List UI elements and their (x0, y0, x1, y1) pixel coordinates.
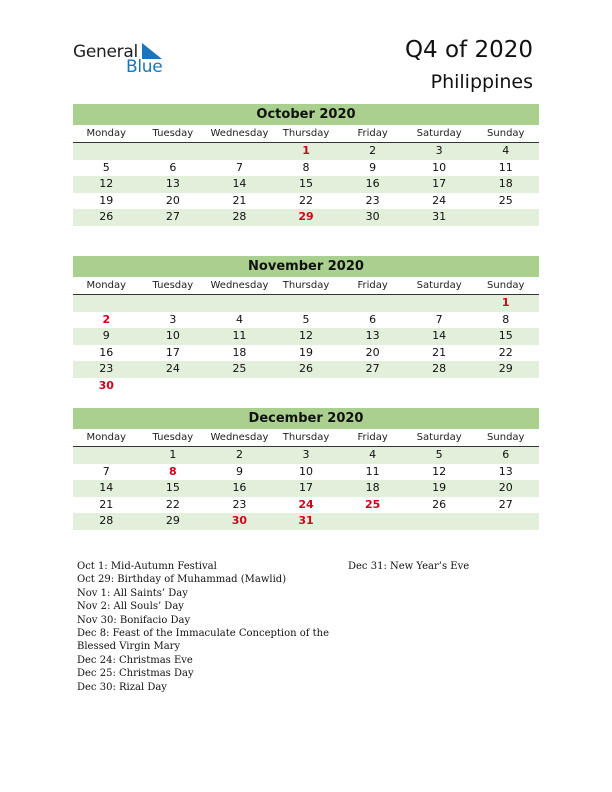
week-row (73, 513, 539, 530)
day-cell: 11 (498, 160, 513, 174)
week-row (73, 143, 539, 160)
day-cell: 24 (165, 362, 180, 375)
day-cell: 5 (302, 312, 310, 326)
day-cell: 25 (498, 193, 513, 207)
weekday-label: Thursday (282, 432, 330, 443)
weekday-label: Friday (357, 280, 388, 291)
holiday-note: Dec 30: Rizal Day (77, 681, 167, 693)
day-cell: 31 (432, 210, 447, 223)
holiday-note: Blessed Virgin Mary (77, 641, 181, 653)
holiday-note: Dec 25: Christmas Day (77, 668, 194, 680)
holiday-notes-right (348, 560, 548, 573)
weekday-label: Thursday (282, 280, 330, 291)
empty-day-cell (206, 143, 273, 160)
day-cell: 25 (232, 362, 247, 375)
empty-day-cell (140, 143, 207, 160)
weekday-label: Saturday (416, 128, 462, 139)
day-cell: 6 (169, 160, 177, 174)
week-row (73, 176, 539, 193)
weekday-label: Monday (86, 128, 127, 139)
weekday-label: Wednesday (210, 280, 269, 291)
day-cell: 6 (369, 312, 377, 326)
day-cell: 31 (298, 514, 314, 527)
day-cell: 5 (102, 160, 110, 174)
holiday-note: Oct 29: Birthday of Muhammad (Mawlid) (77, 574, 287, 586)
day-cell: 26 (299, 362, 314, 375)
day-cell: 14 (432, 329, 447, 342)
logo-general-text: General (73, 42, 138, 62)
day-cell: 23 (99, 362, 114, 375)
weekday-label: Wednesday (210, 128, 269, 139)
day-cell: 17 (165, 345, 180, 359)
empty-day-cell (339, 378, 406, 395)
weekday-label: Friday (357, 128, 388, 139)
month-december (73, 408, 539, 530)
day-cell: 22 (165, 497, 180, 511)
holiday-note: Dec 8: Feast of the Immaculate Conception of the (77, 628, 330, 640)
day-cell: 13 (498, 464, 513, 478)
day-cell: 18 (498, 177, 513, 190)
week-row (73, 480, 539, 497)
day-cell: 14 (232, 177, 247, 190)
weekday-label: Monday (86, 280, 127, 291)
day-cell: 22 (498, 345, 513, 359)
day-cell: 3 (302, 448, 310, 461)
empty-day-cell (73, 447, 140, 464)
holiday-note: Nov 30: Bonifacio Day (77, 614, 191, 626)
page-title: Q4 of 2020 (404, 37, 533, 63)
day-cell: 5 (435, 448, 443, 461)
week-row (73, 378, 539, 395)
weekday-label: Sunday (487, 280, 525, 291)
empty-day-cell (140, 378, 207, 395)
day-cell: 19 (99, 193, 114, 207)
empty-day-cell (472, 209, 539, 226)
day-cell: 4 (369, 448, 377, 461)
day-cell: 16 (99, 345, 114, 359)
empty-day-cell (406, 378, 473, 395)
day-cell: 12 (432, 464, 447, 478)
day-cell: 14 (99, 481, 114, 494)
day-cell: 13 (165, 177, 180, 190)
day-cell: 2 (235, 448, 243, 461)
holiday-note: Dec 24: Christmas Eve (77, 654, 193, 666)
weekday-label: Monday (86, 432, 127, 443)
week-row (73, 193, 539, 210)
country-name: Philippines (430, 71, 533, 93)
day-cell: 6 (502, 448, 510, 461)
logo-blue-text: Blue (126, 57, 163, 77)
day-cell: 17 (432, 177, 447, 190)
empty-day-cell (339, 295, 406, 312)
day-cell: 27 (498, 497, 513, 511)
empty-day-cell (273, 295, 340, 312)
day-cell: 15 (498, 329, 513, 342)
empty-day-cell (73, 295, 140, 312)
month-title: November 2020 (73, 256, 539, 277)
day-cell: 30 (98, 378, 114, 392)
day-cell: 1 (302, 144, 310, 157)
day-cell: 28 (432, 362, 447, 375)
day-cell: 12 (99, 177, 114, 190)
day-cell: 15 (299, 177, 314, 190)
day-cell: 28 (99, 514, 114, 527)
day-cell: 27 (365, 362, 380, 375)
day-cell: 19 (299, 345, 314, 359)
weekday-label: Sunday (487, 432, 525, 443)
day-cell: 20 (165, 193, 180, 207)
empty-day-cell (73, 143, 140, 160)
day-cell: 2 (369, 144, 377, 157)
day-cell: 7 (235, 160, 243, 174)
day-cell: 25 (364, 497, 381, 511)
weekday-label: Saturday (416, 280, 462, 291)
day-cell: 23 (232, 497, 247, 511)
month-title: October 2020 (73, 104, 539, 125)
empty-day-cell (406, 295, 473, 312)
day-cell: 3 (169, 312, 177, 326)
holiday-note: Nov 2: All Souls’ Day (77, 601, 184, 613)
day-cell: 7 (102, 464, 110, 478)
day-cell: 2 (102, 312, 111, 326)
week-row (73, 328, 539, 345)
day-cell: 18 (232, 345, 247, 359)
day-cell: 10 (165, 329, 180, 342)
week-row (73, 160, 539, 177)
day-cell: 24 (432, 193, 447, 207)
month-november (73, 256, 539, 394)
day-cell: 11 (365, 464, 380, 478)
day-cell: 10 (432, 160, 447, 174)
day-cell: 15 (165, 481, 180, 494)
week-row (73, 295, 539, 312)
week-row (73, 345, 539, 362)
day-cell: 11 (232, 329, 247, 342)
day-cell: 29 (298, 210, 314, 223)
weekday-label: Thursday (282, 128, 330, 139)
holiday-note: Dec 31: New Year’s Eve (348, 561, 470, 572)
empty-day-cell (206, 378, 273, 395)
week-row (73, 312, 539, 329)
holiday-notes-left (77, 560, 337, 694)
day-cell: 27 (165, 210, 180, 223)
weekday-label: Saturday (416, 432, 462, 443)
general-blue-logo (73, 42, 173, 76)
weekday-label: Friday (357, 432, 388, 443)
day-cell: 19 (432, 481, 447, 494)
day-cell: 21 (99, 497, 114, 511)
week-row (73, 361, 539, 378)
day-cell: 21 (232, 193, 247, 207)
day-cell: 24 (298, 497, 314, 511)
empty-day-cell (472, 378, 539, 395)
weekday-label: Tuesday (152, 280, 194, 291)
weekday-header-row (73, 125, 539, 143)
empty-day-cell (406, 513, 473, 530)
week-row (73, 209, 539, 226)
day-cell: 23 (365, 193, 380, 207)
day-cell: 10 (299, 464, 314, 478)
empty-day-cell (339, 513, 406, 530)
day-cell: 12 (299, 329, 314, 342)
day-cell: 30 (231, 514, 248, 527)
day-cell: 7 (435, 312, 443, 326)
day-cell: 8 (302, 160, 310, 174)
day-cell: 28 (232, 210, 247, 223)
day-cell: 20 (365, 345, 380, 359)
day-cell: 1 (501, 296, 510, 309)
week-row (73, 447, 539, 464)
weekday-label: Wednesday (210, 432, 269, 443)
day-cell: 16 (232, 481, 247, 494)
day-cell: 26 (432, 497, 447, 511)
day-cell: 16 (365, 177, 380, 190)
day-cell: 9 (102, 329, 110, 342)
week-row (73, 464, 539, 481)
day-cell: 1 (169, 448, 177, 461)
day-cell: 4 (502, 144, 510, 157)
empty-day-cell (206, 295, 273, 312)
day-cell: 26 (99, 210, 114, 223)
week-row (73, 497, 539, 514)
day-cell: 8 (169, 464, 177, 478)
day-cell: 3 (435, 144, 443, 157)
day-cell: 17 (299, 481, 314, 494)
holiday-note: Oct 1: Mid-Autumn Festival (77, 561, 217, 572)
weekday-label: Sunday (487, 128, 525, 139)
month-october (73, 104, 539, 226)
month-title: December 2020 (73, 408, 539, 429)
empty-day-cell (140, 295, 207, 312)
weekday-label: Tuesday (152, 432, 194, 443)
day-cell: 9 (235, 464, 243, 478)
holiday-note: Nov 1: All Saints’ Day (77, 587, 188, 599)
day-cell: 29 (498, 362, 513, 375)
weekday-header-row (73, 429, 539, 447)
empty-day-cell (273, 378, 340, 395)
weekday-label: Tuesday (152, 128, 194, 139)
day-cell: 4 (235, 312, 243, 326)
day-cell: 21 (432, 345, 447, 359)
day-cell: 30 (365, 210, 380, 223)
day-cell: 9 (369, 160, 377, 174)
day-cell: 22 (299, 193, 314, 207)
day-cell: 18 (365, 481, 380, 494)
day-cell: 20 (498, 481, 513, 494)
weekday-header-row (73, 277, 539, 295)
day-cell: 8 (502, 312, 510, 326)
empty-day-cell (472, 513, 539, 530)
day-cell: 13 (365, 329, 380, 342)
day-cell: 29 (165, 514, 180, 527)
